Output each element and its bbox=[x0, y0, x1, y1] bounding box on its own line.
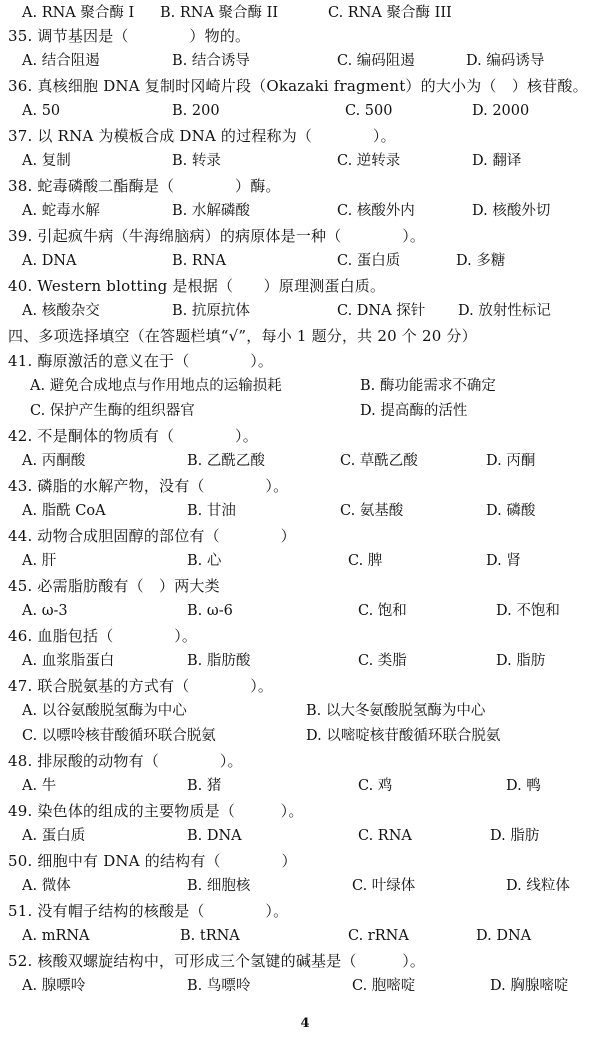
option-item: B. 以大冬氨酸脱氢酶为中心 bbox=[306, 703, 486, 719]
question-text: 52. 核酸双螺旋结构中，可形成三个氢键的碱基是（ ）。 bbox=[8, 952, 426, 970]
question-text: 37. 以 RNA 为模板合成 DNA 的过程称为（ ）。 bbox=[8, 127, 396, 145]
option-row bbox=[0, 602, 613, 620]
option-item: A. 蛇毒水解 bbox=[22, 203, 100, 219]
option-row bbox=[0, 652, 613, 670]
option-item: C. 蛋白质 bbox=[337, 253, 401, 269]
option-item: A. 血浆脂蛋白 bbox=[22, 653, 115, 669]
option-item: B. tRNA bbox=[180, 928, 240, 944]
option-row bbox=[0, 102, 613, 120]
option-item: B. 200 bbox=[172, 103, 220, 119]
option-item: D. 脂肪 bbox=[490, 828, 540, 844]
option-item: D. 磷酸 bbox=[486, 503, 536, 519]
option-item: A. 避免合成地点与作用地点的运输损耗 bbox=[30, 378, 282, 394]
option-item: C. 500 bbox=[345, 103, 393, 119]
option-row bbox=[0, 52, 613, 70]
option-item: A. 肝 bbox=[22, 553, 57, 569]
option-item: A. 以谷氨酸脱氢酶为中心 bbox=[22, 703, 187, 719]
option-item: C. 叶绿体 bbox=[352, 878, 416, 894]
question-text: 35. 调节基因是（ ）物的。 bbox=[8, 27, 251, 45]
question-text: 47. 联合脱氨基的方式有（ ）。 bbox=[8, 677, 274, 695]
option-item: C. 编码阻遏 bbox=[337, 53, 415, 69]
option-item: A. 结合阻遏 bbox=[22, 53, 100, 69]
option-row bbox=[0, 302, 613, 320]
option-item: B. 抗原抗体 bbox=[172, 303, 250, 319]
option-item: A. 牛 bbox=[22, 778, 57, 794]
option-item: C. DNA 探针 bbox=[337, 303, 426, 319]
question-text: 四、多项选择填空（在答题栏填“√”，每小 1 题分，共 20 个 20 分） bbox=[8, 327, 477, 345]
option-row bbox=[0, 927, 613, 945]
question-text: 51. 没有帽子结构的核酸是（ ）。 bbox=[8, 902, 289, 920]
option-item: C. RNA bbox=[358, 828, 412, 844]
option-item: D. 编码诱导 bbox=[466, 53, 545, 69]
question-text: 43. 磷脂的水解产物，没有（ ）。 bbox=[8, 477, 289, 495]
question-text: 39. 引起疯牛病（牛海绵脑病）的病原体是一种（ ）。 bbox=[8, 227, 426, 245]
option-item: A. 核酸杂交 bbox=[22, 303, 100, 319]
option-item: A. RNA 聚合酶 I bbox=[22, 5, 135, 21]
option-row bbox=[0, 777, 613, 795]
option-item: D. 丙酮 bbox=[486, 453, 536, 469]
option-item: C. 氨基酸 bbox=[340, 503, 404, 519]
option-row bbox=[0, 702, 613, 720]
question-text: 46. 血脂包括（ ）。 bbox=[8, 627, 198, 645]
option-item: C. 鸡 bbox=[358, 778, 393, 794]
question-text: 45. 必需脂肪酸有（ ）两大类 bbox=[8, 577, 220, 595]
question-text: 44. 动物合成胆固醇的部位有（ ） bbox=[8, 527, 296, 545]
option-item: A. 蛋白质 bbox=[22, 828, 86, 844]
option-item: B. 甘油 bbox=[187, 503, 236, 519]
option-item: A. mRNA bbox=[22, 928, 90, 944]
question-text: 41. 酶原激活的意义在于（ ）。 bbox=[8, 352, 274, 370]
option-item: C. 类脂 bbox=[358, 653, 407, 669]
option-item: D. 放射性标记 bbox=[458, 303, 551, 319]
option-item: D. 肾 bbox=[486, 553, 521, 569]
question-text: 40. Western blotting 是根据（ ）原理测蛋白质。 bbox=[8, 277, 386, 295]
option-item: B. 脂肪酸 bbox=[187, 653, 251, 669]
option-item: B. 心 bbox=[187, 553, 222, 569]
question-text: 48. 排尿酸的动物有（ ）。 bbox=[8, 752, 243, 770]
option-item: C. 保护产生酶的组织器官 bbox=[30, 403, 195, 419]
option-item: C. 以嘌呤核苷酸循环联合脱氨 bbox=[22, 728, 216, 744]
option-item: A. 复制 bbox=[22, 153, 71, 169]
option-item: D. 脂肪 bbox=[496, 653, 546, 669]
option-item: B. RNA 聚合酶 II bbox=[160, 5, 279, 21]
option-item: C. 脾 bbox=[348, 553, 383, 569]
option-item: B. 乙酰乙酸 bbox=[187, 453, 265, 469]
option-row bbox=[0, 4, 613, 22]
option-item: A. 微体 bbox=[22, 878, 71, 894]
option-item: B. 猪 bbox=[187, 778, 222, 794]
option-item: B. DNA bbox=[187, 828, 242, 844]
option-item: C. 胞嘧啶 bbox=[352, 978, 416, 994]
question-text: 38. 蛇毒磷酸二酯酶是（ ）酶。 bbox=[8, 177, 281, 195]
option-item: D. DNA bbox=[476, 928, 532, 944]
option-item: B. 结合诱导 bbox=[172, 53, 250, 69]
option-item: A. ω-3 bbox=[22, 603, 68, 619]
question-text: 36. 真核细胞 DNA 复制时冈崎片段（Okazaki fragment）的大小为（ ）核苷酸。 bbox=[8, 77, 588, 95]
option-item: D. 多糖 bbox=[456, 253, 506, 269]
option-item: C. 饱和 bbox=[358, 603, 407, 619]
option-item: C. 核酸外内 bbox=[337, 203, 415, 219]
option-item: A. DNA bbox=[22, 253, 77, 269]
option-item: B. 细胞核 bbox=[187, 878, 251, 894]
option-row bbox=[0, 152, 613, 170]
option-row bbox=[0, 502, 613, 520]
option-item: B. 酶功能需求不确定 bbox=[360, 378, 496, 394]
option-row bbox=[0, 552, 613, 570]
option-row bbox=[0, 402, 613, 420]
option-item: A. 脂酰 CoA bbox=[22, 503, 106, 519]
option-row bbox=[0, 727, 613, 745]
option-item: D. 胸腺嘧啶 bbox=[490, 978, 569, 994]
option-row bbox=[0, 977, 613, 995]
option-item: A. 丙酮酸 bbox=[22, 453, 86, 469]
option-item: B. 鸟嘌呤 bbox=[187, 978, 251, 994]
question-text: 50. 细胞中有 DNA 的结构有（ ） bbox=[8, 852, 297, 870]
option-item: C. 草酰乙酸 bbox=[340, 453, 418, 469]
option-row bbox=[0, 827, 613, 845]
option-item: C. rRNA bbox=[348, 928, 409, 944]
option-item: B. ω-6 bbox=[187, 603, 233, 619]
option-item: D. 提高酶的活性 bbox=[360, 403, 468, 419]
question-text: 42. 不是酮体的物质有（ ）。 bbox=[8, 427, 258, 445]
option-row bbox=[0, 377, 613, 395]
question-text: 49. 染色体的组成的主要物质是（ ）。 bbox=[8, 802, 304, 820]
option-item: D. 核酸外切 bbox=[472, 203, 551, 219]
option-item: D. 以嘧啶核苷酸循环联合脱氨 bbox=[306, 728, 501, 744]
option-item: D. 线粒体 bbox=[506, 878, 570, 894]
option-row bbox=[0, 202, 613, 220]
option-item: D. 不饱和 bbox=[496, 603, 560, 619]
option-item: C. RNA 聚合酶 III bbox=[328, 5, 452, 21]
option-item: B. 转录 bbox=[172, 153, 221, 169]
option-item: D. 2000 bbox=[472, 103, 530, 119]
option-item: B. RNA bbox=[172, 253, 226, 269]
option-item: A. 50 bbox=[22, 103, 61, 119]
option-item: A. 腺嘌呤 bbox=[22, 978, 86, 994]
option-item: D. 翻译 bbox=[472, 153, 522, 169]
page-number: 4 bbox=[300, 1016, 310, 1031]
option-row bbox=[0, 452, 613, 470]
option-row bbox=[0, 252, 613, 270]
option-item: C. 逆转录 bbox=[337, 153, 401, 169]
option-item: D. 鸭 bbox=[506, 778, 541, 794]
option-item: B. 水解磷酸 bbox=[172, 203, 250, 219]
option-row bbox=[0, 877, 613, 895]
